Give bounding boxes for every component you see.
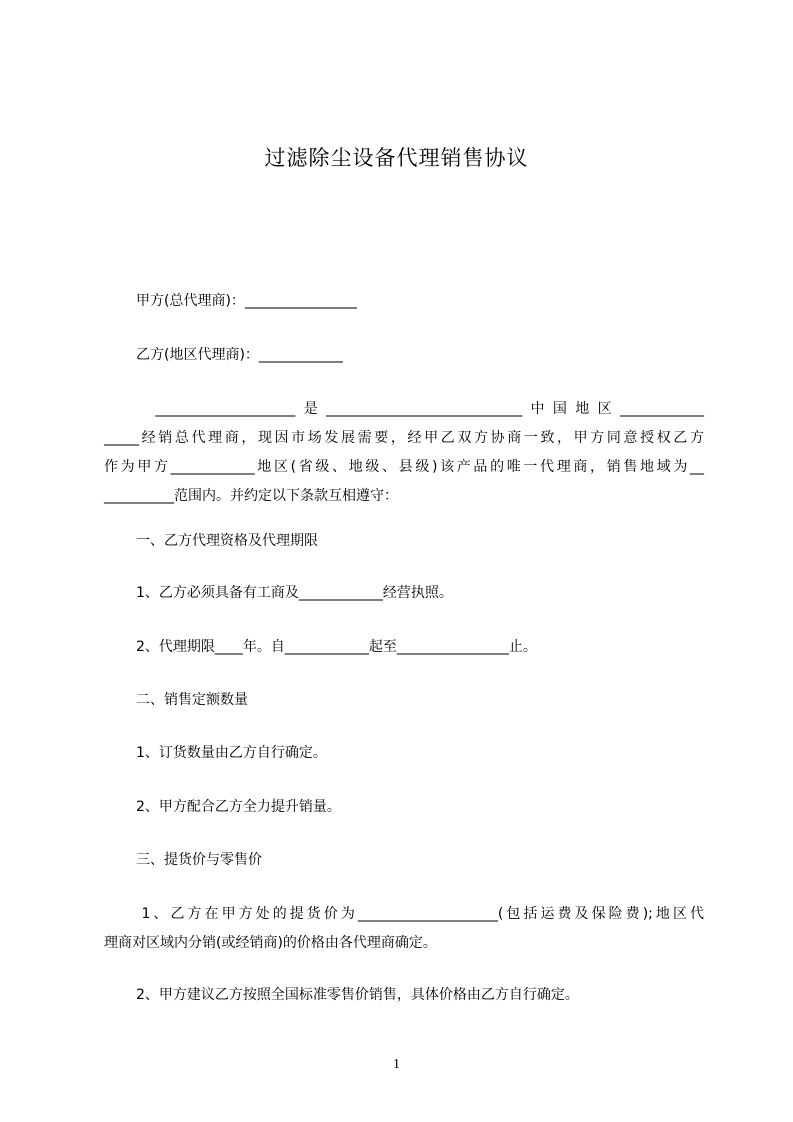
party-b-line: 乙方(地区代理商)：____________ <box>136 347 343 363</box>
section-1-item-1: 1、乙方必须具备有工商及____________经营执照。 <box>136 585 453 601</box>
section-3-item-1 <box>104 900 704 958</box>
section-2-item-2: 2、甲方配合乙方全力提升销量。 <box>136 799 341 815</box>
page-number: 1 <box>393 1057 400 1072</box>
section-1-heading: 一、乙方代理资格及代理期限 <box>136 533 318 549</box>
intro-line-1: ____________________是____________________________中国地区____________ <box>104 401 704 417</box>
section-3-heading: 三、提货价与零售价 <box>136 852 262 868</box>
document-title: 过滤除尘设备代理销售协议 <box>264 146 529 170</box>
section-2-item-1: 1、订货数量由乙方自行确定。 <box>136 745 327 761</box>
intro-line-4: __________范围内。并约定以下条款互相遵守： <box>104 488 398 504</box>
intro-line-3: 作为甲方____________地区(省级、地级、县级)该产品的唯一代理商，销售地域为__ <box>104 459 704 475</box>
section-3-item-1-line-2: 理商对区域内分销(或经销商)的价格由各代理商确定。 <box>104 935 437 951</box>
section-2-heading: 二、销售定额数量 <box>136 692 248 708</box>
section-3-item-2: 2、甲方建议乙方按照全国标准零售价销售，具体价格由乙方自行确定。 <box>136 987 579 1003</box>
section-3-item-1-line-1: 1、乙方在甲方处的提货价为____________________(包括运费及保险费);地区代 <box>134 906 704 922</box>
party-a-line: 甲方(总代理商)：________________ <box>136 293 357 309</box>
intro-line-2: _____经销总代理商，现因市场发展需要，经甲乙双方协商一致，甲方同意授权乙方 <box>104 430 704 446</box>
intro-paragraph <box>104 395 704 511</box>
section-1-item-2: 2、代理期限____年。自____________起至________________止。 <box>136 639 537 655</box>
